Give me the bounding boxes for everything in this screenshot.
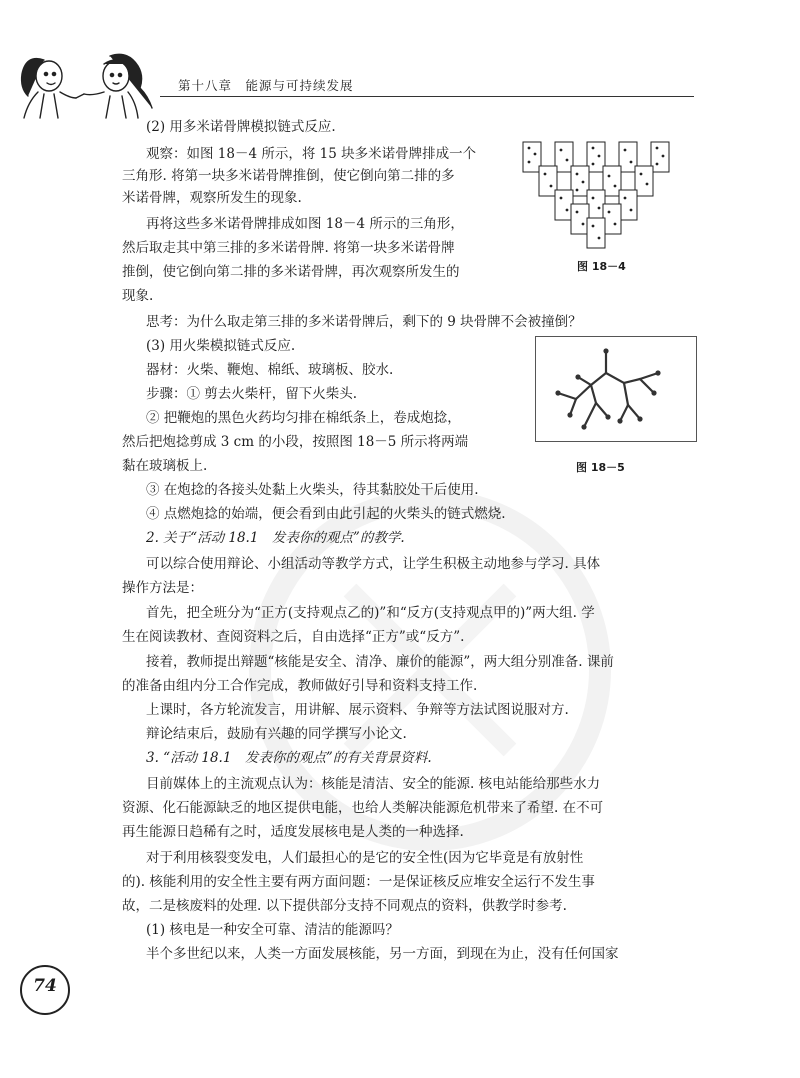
text-line: 半个多世纪以来，人类一方面发展核能，另一方面，到现在为止，没有任何国家	[146, 946, 619, 962]
header-divider	[160, 96, 694, 97]
text-line: 米诺骨牌，观察所发生的现象.	[122, 190, 302, 206]
text-line: 推倒，使它倒向第二排的多米诺骨牌，再次观察所发生的	[122, 264, 460, 280]
match-chain-figure	[535, 336, 697, 442]
text-line: 的). 核能利用的安全性主要有两方面问题：一是保证核反应堆安全运行不发生事	[122, 874, 595, 890]
domino-triangle-figure	[521, 140, 687, 250]
figure-caption-18-4: 图 18－4	[577, 260, 626, 273]
text-line: 故，二是核废料的处理. 以下提供部分支持不同观点的资料，供教学时参考.	[122, 898, 567, 914]
two-children-icon	[14, 50, 164, 120]
text-line: 目前媒体上的主流观点认为：核能是清洁、安全的能源. 核电站能给那些水力	[146, 776, 601, 792]
text-line: 首先，把全班分为“正方(支持观点乙的)”和“反方(支持观点甲的)”两大组. 学	[146, 605, 595, 621]
chapter-title: 第十八章 能源与可持续发展	[178, 78, 354, 93]
text-line: 的准备由组内分工合作完成，教师做好引导和资料支持工作.	[122, 678, 478, 694]
figure-caption-18-5: 图 18－5	[576, 461, 625, 474]
text-line: 资源、化石能源缺乏的地区提供电能，也给人类解决能源危机带来了希望. 在不可	[122, 800, 604, 816]
text-line: 接着，教师提出辩题“核能是安全、清净、廉价的能源”，两大组分别准备. 课前	[146, 654, 614, 670]
page-number: 74	[33, 976, 57, 996]
text-line: 三角形. 将第一块多米诺骨牌推倒，使它倒向第二排的多	[122, 168, 455, 184]
text-line: 器材：火柴、鞭炮、棉纸、玻璃板、胶水.	[146, 362, 394, 378]
domino-row-3	[555, 190, 637, 220]
text-line: 辩论结束后，鼓励有兴趣的同学撰写小论文.	[146, 726, 407, 742]
text-line: 现象.	[122, 288, 154, 304]
text-line: (3) 用火柴模拟链式反应.	[146, 338, 296, 354]
text-line: 上课时，各方轮流发言，用讲解、展示资料、争辩等方法试图说服对方.	[146, 702, 569, 718]
text-line: 再生能源日趋稀有之时，适度发展核电是人类的一种选择.	[122, 824, 464, 840]
text-line: 操作方法是：	[122, 580, 203, 596]
text-line: 可以综合使用辩论、小组活动等教学方式，让学生积极主动地参与学习. 具体	[146, 556, 601, 572]
section-heading: 3. “活动 18.1 发表你的观点”的有关背景资料.	[146, 750, 432, 766]
text-line: 生在阅读教材、查阅资料之后，自由选择“正方”或“反方”.	[122, 629, 465, 645]
text-line: 思考：为什么取走第三排的多米诺骨牌后，剩下的 9 块骨牌不会被撞倒？	[146, 314, 582, 330]
text-line: 再将这些多米诺骨牌排成如图 18－4 所示的三角形，	[146, 216, 464, 232]
text-line: (2) 用多米诺骨牌模拟链式反应.	[146, 119, 336, 135]
text-line: 步骤：① 剪去火柴杆，留下火柴头.	[146, 386, 358, 402]
text-line: 对于利用核裂变发电，人们最担心的是它的安全性(因为它毕竟是有放射性	[146, 850, 584, 866]
text-line: ④ 点燃炮捻的始端，便会看到由此引起的火柴头的链式燃烧.	[146, 506, 506, 522]
text-line: 观察：如图 18－4 所示，将 15 块多米诺骨牌排成一个	[146, 146, 477, 162]
text-line: (1) 核电是一种安全可靠、清洁的能源吗？	[146, 922, 399, 938]
text-line: 黏在玻璃板上.	[122, 458, 208, 474]
text-line: ③ 在炮捻的各接头处黏上火柴头，待其黏胶处干后使用.	[146, 482, 479, 498]
domino-row-5	[587, 218, 605, 248]
text-line: 然后把炮捻剪成 3 cm 的小段，按照图 18－5 所示将两端	[122, 434, 469, 450]
section-heading: 2. 关于“活动 18.1 发表你的观点”的教学.	[146, 530, 405, 546]
text-line: 然后取走其中第三排的多米诺骨牌. 将第一块多米诺骨牌	[122, 240, 455, 256]
text-line: ② 把鞭炮的黑色火药均匀排在棉纸条上，卷成炮捻，	[146, 410, 461, 426]
